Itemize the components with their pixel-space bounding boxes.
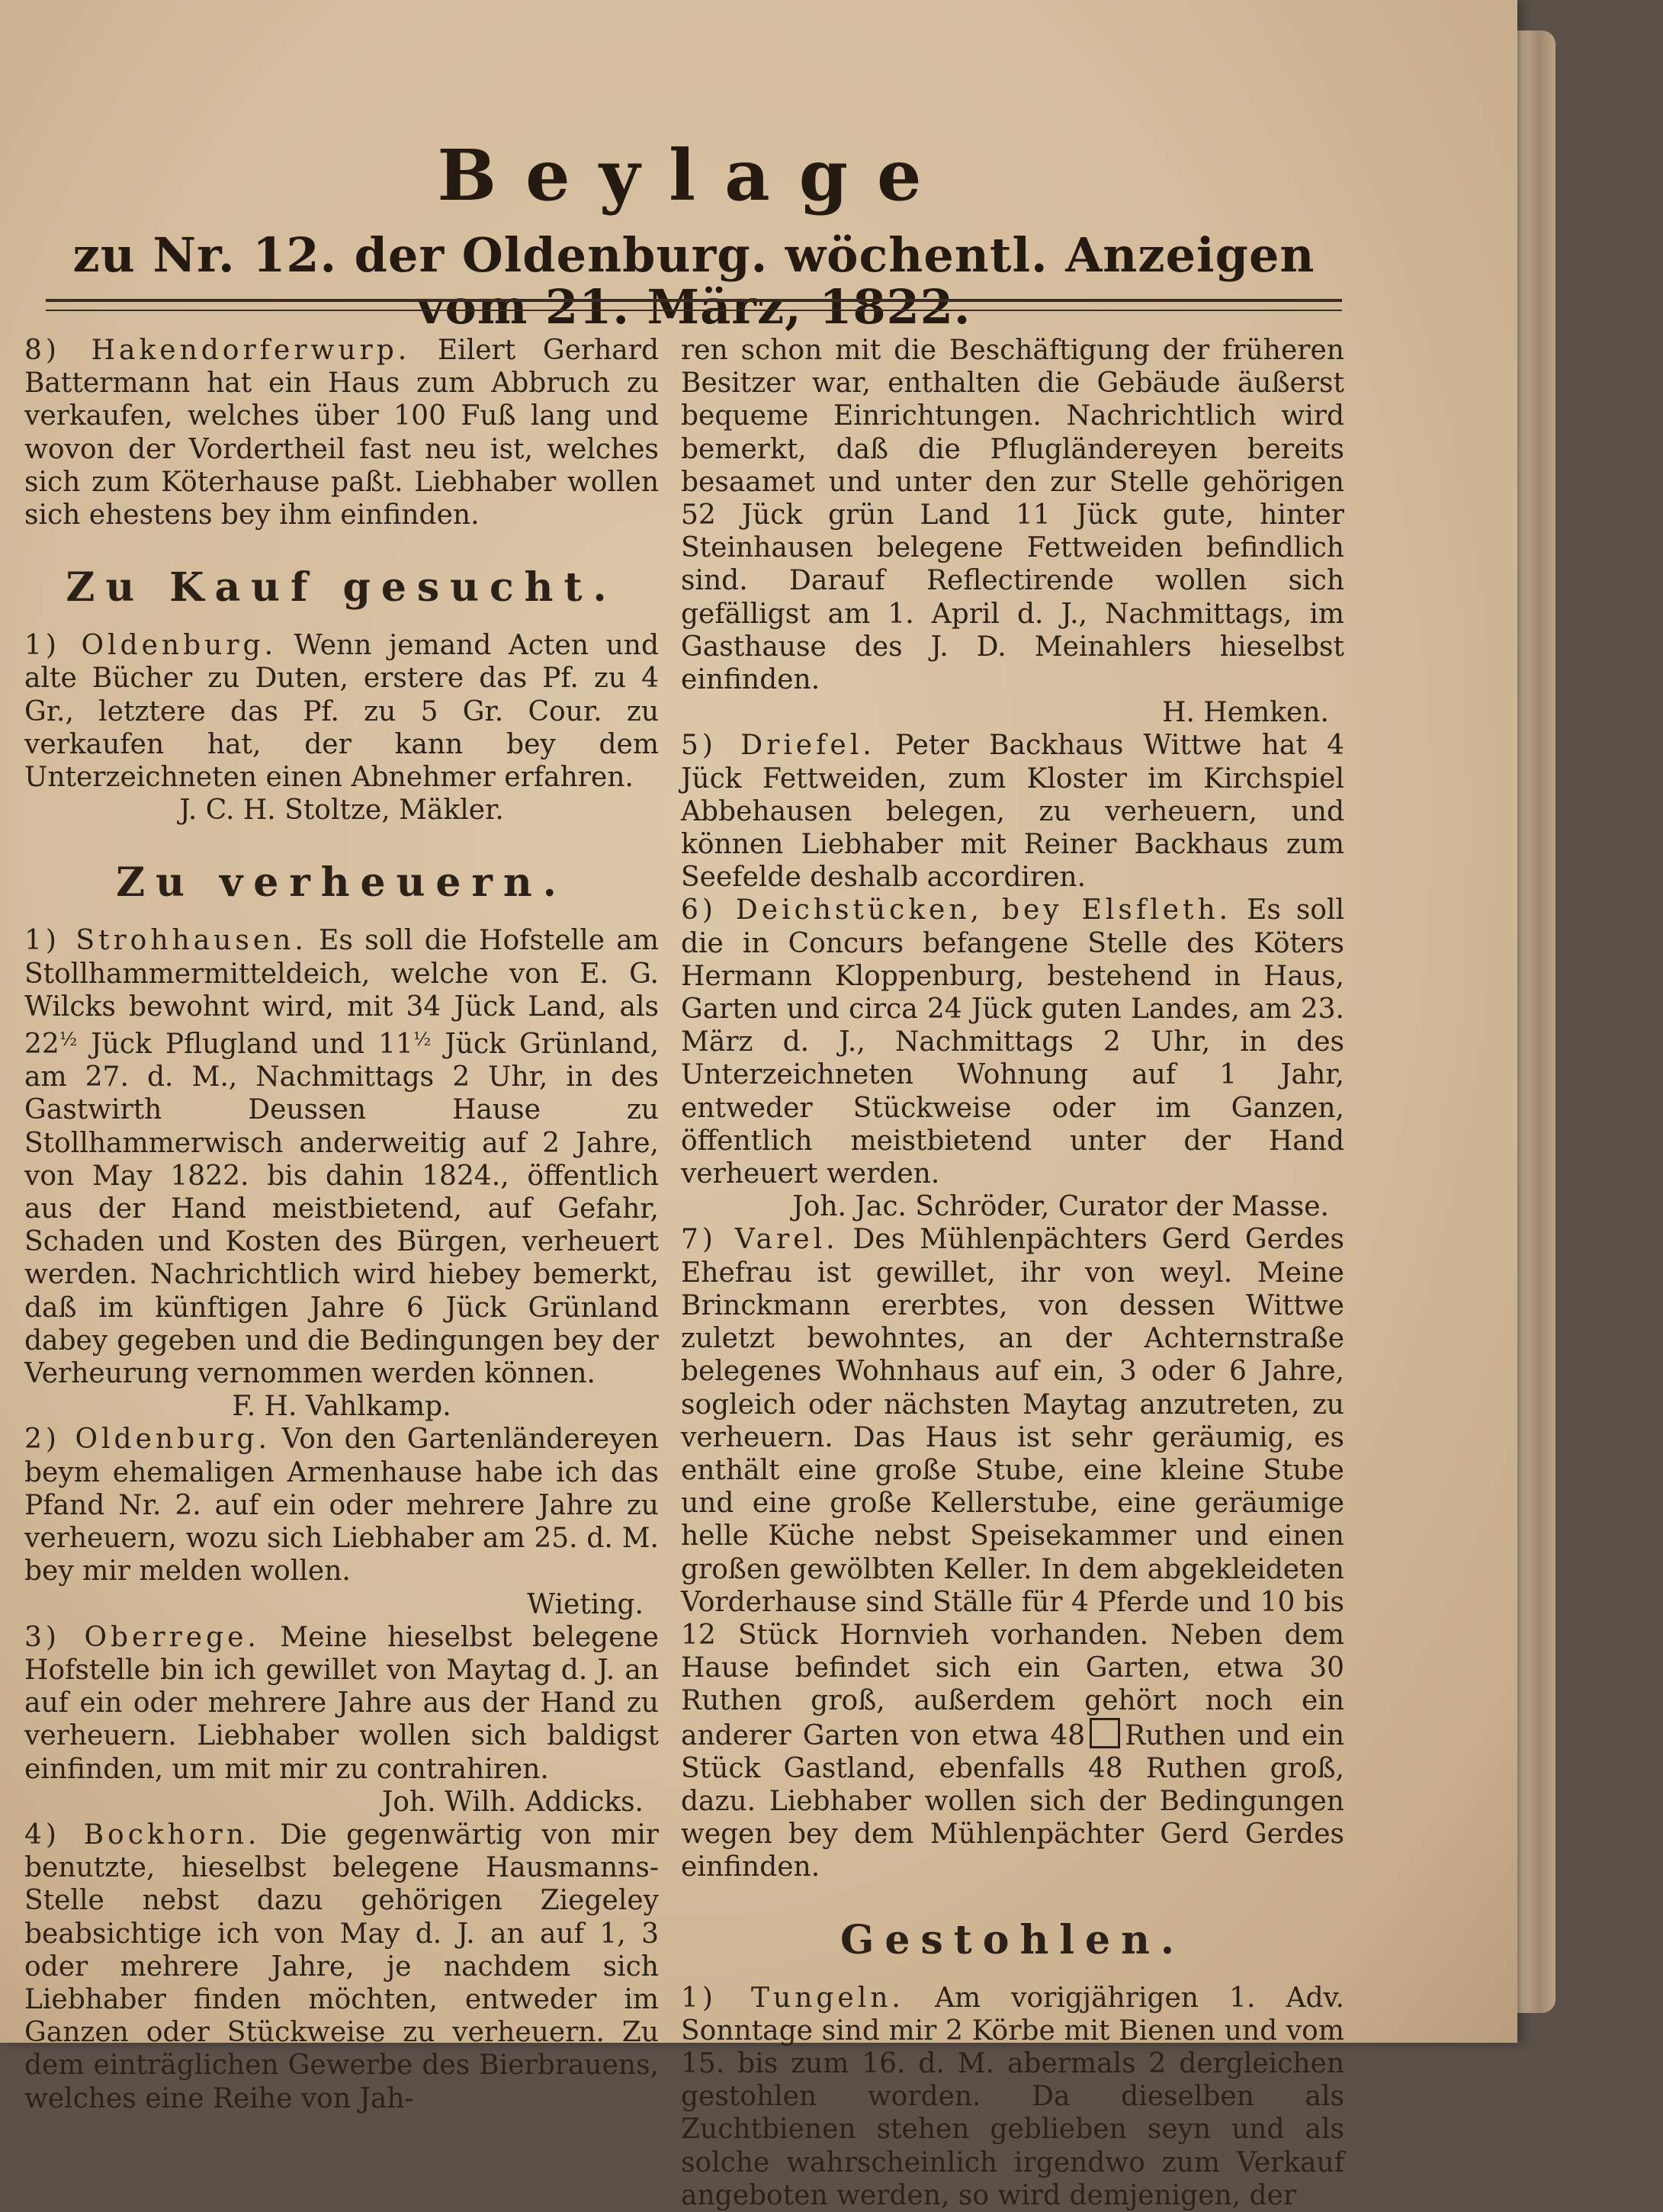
entry-place: 1) Tungeln. bbox=[681, 1982, 904, 2014]
entry-text: ren schon mit die Beschäftigung der früheren Besitzer war, enthalten die Gebäude äußerst bequeme Einrichtungen. Nachrichtlich wird bemerkt, daß die Pflugländereyen bereits besaamet und unter den zur Stelle gehörigen 52 Jück grün Land 11 Jück gute, hinter Steinhausen belegene Fettweiden befindlich sind. Darauf Reflectirende wollen sich gefälligst am 1. April d. J., Nachmittags, im Gasthause des J. D. Meinahlers hieselbst einfinden. bbox=[681, 335, 1344, 696]
signature: Wieting. bbox=[527, 1588, 644, 1620]
entry-text: Am vorigjährigen 1. Adv. Sonntage sind mir 2 Körbe mit Bienen und vom 15. bis zum 16. d. M. abermals 2 dergleichen gestohlen worden. Da dieselben als Zuchtbienen stehen geblieben seyn und als solche wahrscheinlich irgendwo zum Verkauf angeboten werden, so wird demjenigen, der bbox=[681, 1982, 1344, 2211]
entry-place: 4) Bockhorn. bbox=[24, 1819, 261, 1851]
page-title: Beylage bbox=[437, 134, 951, 217]
entry-text: Eilert Gerhard Battermann hat ein Haus zum Abbruch zu verkaufen, welches über 100 Fuß lang und wovon der Vordertheil fast neu ist, welches sich zum Köterhause paßt. Liebhaber wollen sich ehestens bey ihm einfinden. bbox=[24, 335, 659, 531]
signature: H. Hemken. bbox=[1162, 697, 1329, 729]
signature: Joh. Jac. Schröder, Curator der Masse. bbox=[792, 1191, 1329, 1223]
header-rule bbox=[46, 299, 1342, 311]
entry-oberrege bbox=[24, 1621, 659, 1786]
right-column bbox=[681, 334, 1344, 2212]
entry-text: Des Mühlenpächters Gerd Gerdes Ehefrau ist gewillet, ihr von weyl. Meine Brinckmann ererbtes, von dessen Wittwe zuletzt bewohntes, an der Achternstraße belegenes Wohnhaus auf ein, 3 oder 6 Jahre, sogleich oder nächsten Maytag anzutreten, zu verheuern. Das Haus ist sehr geräumig, es enthält eine große Stube, eine kleine Stube und eine große Kellerstube, eine geräumige helle Küche nebst Speisekammer und einen großen gewölbten Keller. In dem abgekleideten Vorderhause sind Ställe für 4 Pferde und 10 bis 12 Stück Hornvieh vorhanden. Neben dem Hause befindet sich ein Garten, etwa 30 Ruthen groß, außerdem gehört noch ein anderer Garten von etwa 48 bbox=[681, 1224, 1344, 1751]
entry-deichstuecken bbox=[681, 894, 1344, 1190]
entry-driefel bbox=[681, 729, 1344, 894]
entry-place: 8) Hakendorferwurp. bbox=[24, 335, 411, 366]
entry-text: Es soll die Hofstelle am Stollhammermitteldeich, welche von E. G. Wilcks bewohnt wird, mit 34 Jück Land, als 22 bbox=[24, 925, 659, 1061]
entry-text: Ruthen und ein Stück Gastland, ebenfalls 48 Ruthen groß, dazu. Liebhaber wollen sich der Bedingungen wegen bey dem Mühlenpächter Gerd Gerdes einfinden. bbox=[681, 1719, 1345, 1883]
entry-place: 1) Strohhausen. bbox=[24, 925, 307, 957]
entry-varel bbox=[681, 1223, 1344, 1883]
section-heading-gestohlen: Gestohlen. bbox=[840, 1916, 1186, 1963]
entry-hakendorferwurp bbox=[24, 334, 659, 531]
entry-text: Von den Gartenländereyen beym ehemaligen Armenhause habe ich das Pfand Nr. 2. auf ein oder mehrere Jahre zu verheuern, wozu sich Liebhaber am 25. d. M. bey mir melden wollen. bbox=[24, 1424, 659, 1588]
section-heading-verheuern: Zu verheuern. bbox=[116, 859, 567, 907]
entry-text: Jück Pflugland und 11 bbox=[77, 1029, 413, 1061]
section-heading-kauf: Zu Kauf gesucht. bbox=[66, 564, 618, 612]
signature: J. C. H. Stoltze, Mäkler. bbox=[179, 795, 504, 827]
entry-kauf-oldenburg bbox=[24, 629, 659, 794]
entry-place: 3) Oberrege. bbox=[24, 1621, 260, 1653]
square-ruthen-icon bbox=[1090, 1718, 1120, 1748]
entry-place: 2) Oldenburg. bbox=[24, 1424, 271, 1456]
entry-text: Meine hieselbst belegene Hofstelle bin ich gewillet von Maytag d. J. an auf ein oder mehrere Jahre aus der Hand zu verheuern. Liebhaber wollen sich baldigst einfinden, um mit mir zu contrahiren. bbox=[24, 1621, 659, 1785]
entry-place: 5) Driefel. bbox=[681, 730, 875, 762]
entry-strohhausen bbox=[24, 924, 659, 1390]
entry-text: Jück Grünland, am 27. d. M., Nachmittags 2 Uhr, in des Gastwirth Deussen Hause zu Stollhammerwisch anderweitig auf 2 Jahre, von May 1822. bis dahin 1824., öffentlich aus der Hand meistbietend, auf Gefahr, Schaden und Kosten des Bürgen, verheuert werden. Nachrichtlich wird hiebey bemerkt, daß im künftigen Jahre 6 Jück Grünland dabey gegeben und die Bedingungen bey der Verheurung vernommen werden können. bbox=[24, 1029, 660, 1390]
entry-tungeln bbox=[681, 1982, 1344, 2212]
entry-place: 7) Varel. bbox=[681, 1224, 839, 1256]
entry-oldenburg-garten bbox=[24, 1423, 659, 1588]
entry-bockhorn bbox=[24, 1819, 659, 2115]
entry-text: Peter Backhaus Wittwe hat 4 Jück Fettweiden, zum Kloster im Kirchspiel Abbehausen belegen, zu verheuern, und können Liebhaber mit Reiner Backhaus zum Seefelde deshalb accordiren. bbox=[681, 730, 1345, 894]
entry-text: Die gegenwärtig von mir benutzte, hieselbst belegene Hausmanns-Stelle nebst dazu gehörigen Ziegeley beabsichtige ich von May d. J. an auf 1, 3 oder mehrere Jahre, je nachdem sich Liebhaber finden möchten, entweder im Ganzen oder Stückweise zu verheuern. Zu dem einträglichen Gewerbe des Bierbrauens, welches eine Reihe von Jah- bbox=[24, 1819, 659, 2114]
signature: Joh. Wilh. Addicks. bbox=[381, 1786, 644, 1818]
entry-place: 6) Deichstücken, bey Elsfleth. bbox=[681, 894, 1232, 926]
page-subtitle: zu Nr. 12. der Oldenburg. wöchentl. Anzeigen vom 21. März, 1822. bbox=[72, 227, 1315, 335]
fraction: ½ bbox=[413, 1029, 432, 1051]
entry-place: 1) Oldenburg. bbox=[24, 630, 278, 662]
entry-bockhorn-continued bbox=[681, 334, 1344, 696]
signature: F. H. Vahlkamp. bbox=[232, 1391, 451, 1423]
left-column bbox=[24, 334, 659, 2115]
entry-text: Es soll die in Concurs befangene Stelle des Köters Hermann Kloppenburg, bestehend in Haus, Garten und circa 24 Jück guten Landes, am 23. März d. J., Nachmittags 2 Uhr, in des Unterzeichneten Wohnung auf 1 Jahr, entweder Stückweise oder im Ganzen, öffentlich meistbietend unter der Hand verheuert werden. bbox=[681, 894, 1344, 1190]
entry-text: Wenn jemand Acten und alte Bücher zu Duten, erstere das Pf. zu 4 Gr., letztere das Pf. zu 5 Gr. Cour. zu verkaufen hat, der kann bey dem Unterzeichneten einen Abnehmer erfahren. bbox=[24, 630, 659, 794]
fraction: ½ bbox=[59, 1029, 78, 1051]
